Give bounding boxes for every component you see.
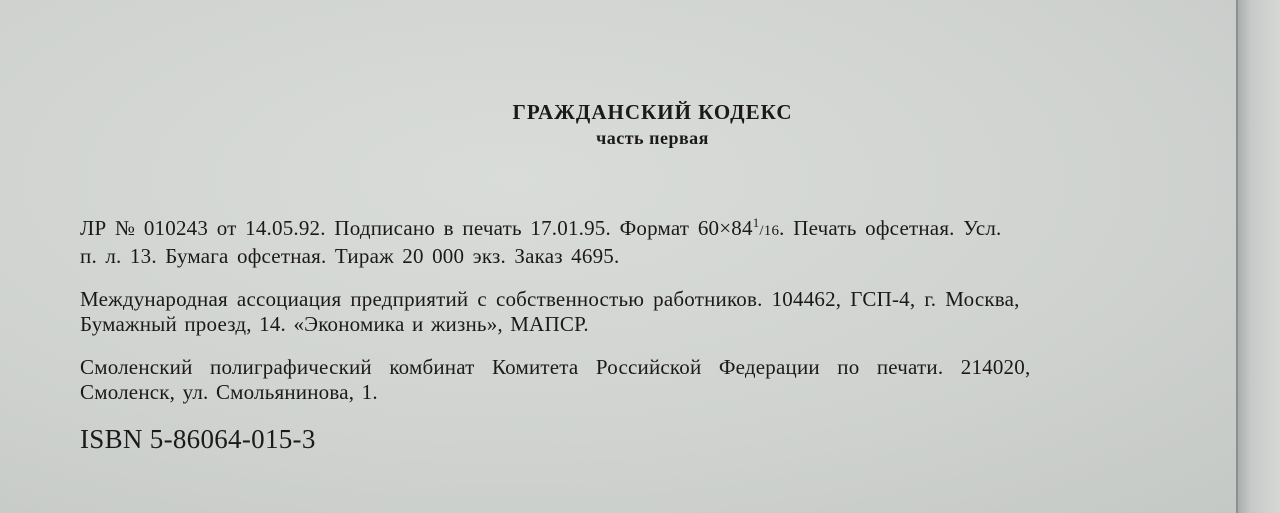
printer-line-1: Смоленский полиграфический комбинат Комитета Российской Федерации по печати. 214020,	[80, 355, 1031, 379]
imprint-format-frac: /16	[759, 223, 780, 239]
printer-line-2: Смоленск, ул. Смольянинова, 1.	[80, 380, 378, 404]
document-subtitle: часть первая	[596, 128, 709, 148]
publisher-block	[80, 287, 1240, 337]
page-edge	[1236, 0, 1280, 513]
document-title: ГРАЖДАНСКИЙ КОДЕКС	[512, 100, 793, 124]
imprint-line-1	[80, 216, 1240, 244]
imprint-line-2: п. л. 13. Бумага офсетная. Тираж 20 000 экз. Заказ 4695.	[80, 244, 620, 268]
imprint-block	[80, 216, 1240, 269]
printer-block	[80, 355, 1240, 405]
imprint-line-1-main: ЛР № 010243 от 14.05.92. Подписано в печать 17.01.95. Формат 60×84	[80, 216, 753, 240]
isbn: ISBN 5-86064-015-3	[80, 424, 316, 454]
imprint-format-sup: 1	[752, 215, 760, 230]
imprint-line-1-text	[80, 216, 1001, 244]
publisher-line-1: Международная ассоциация предприятий с собственностью работников. 104462, ГСП-4, г. Москва,	[80, 287, 1020, 311]
imprint-line-1-tail: . Печать офсетная. Усл.	[779, 216, 1002, 240]
publisher-line-2: Бумажный проезд, 14. «Экономика и жизнь», МАПСР.	[80, 312, 589, 336]
